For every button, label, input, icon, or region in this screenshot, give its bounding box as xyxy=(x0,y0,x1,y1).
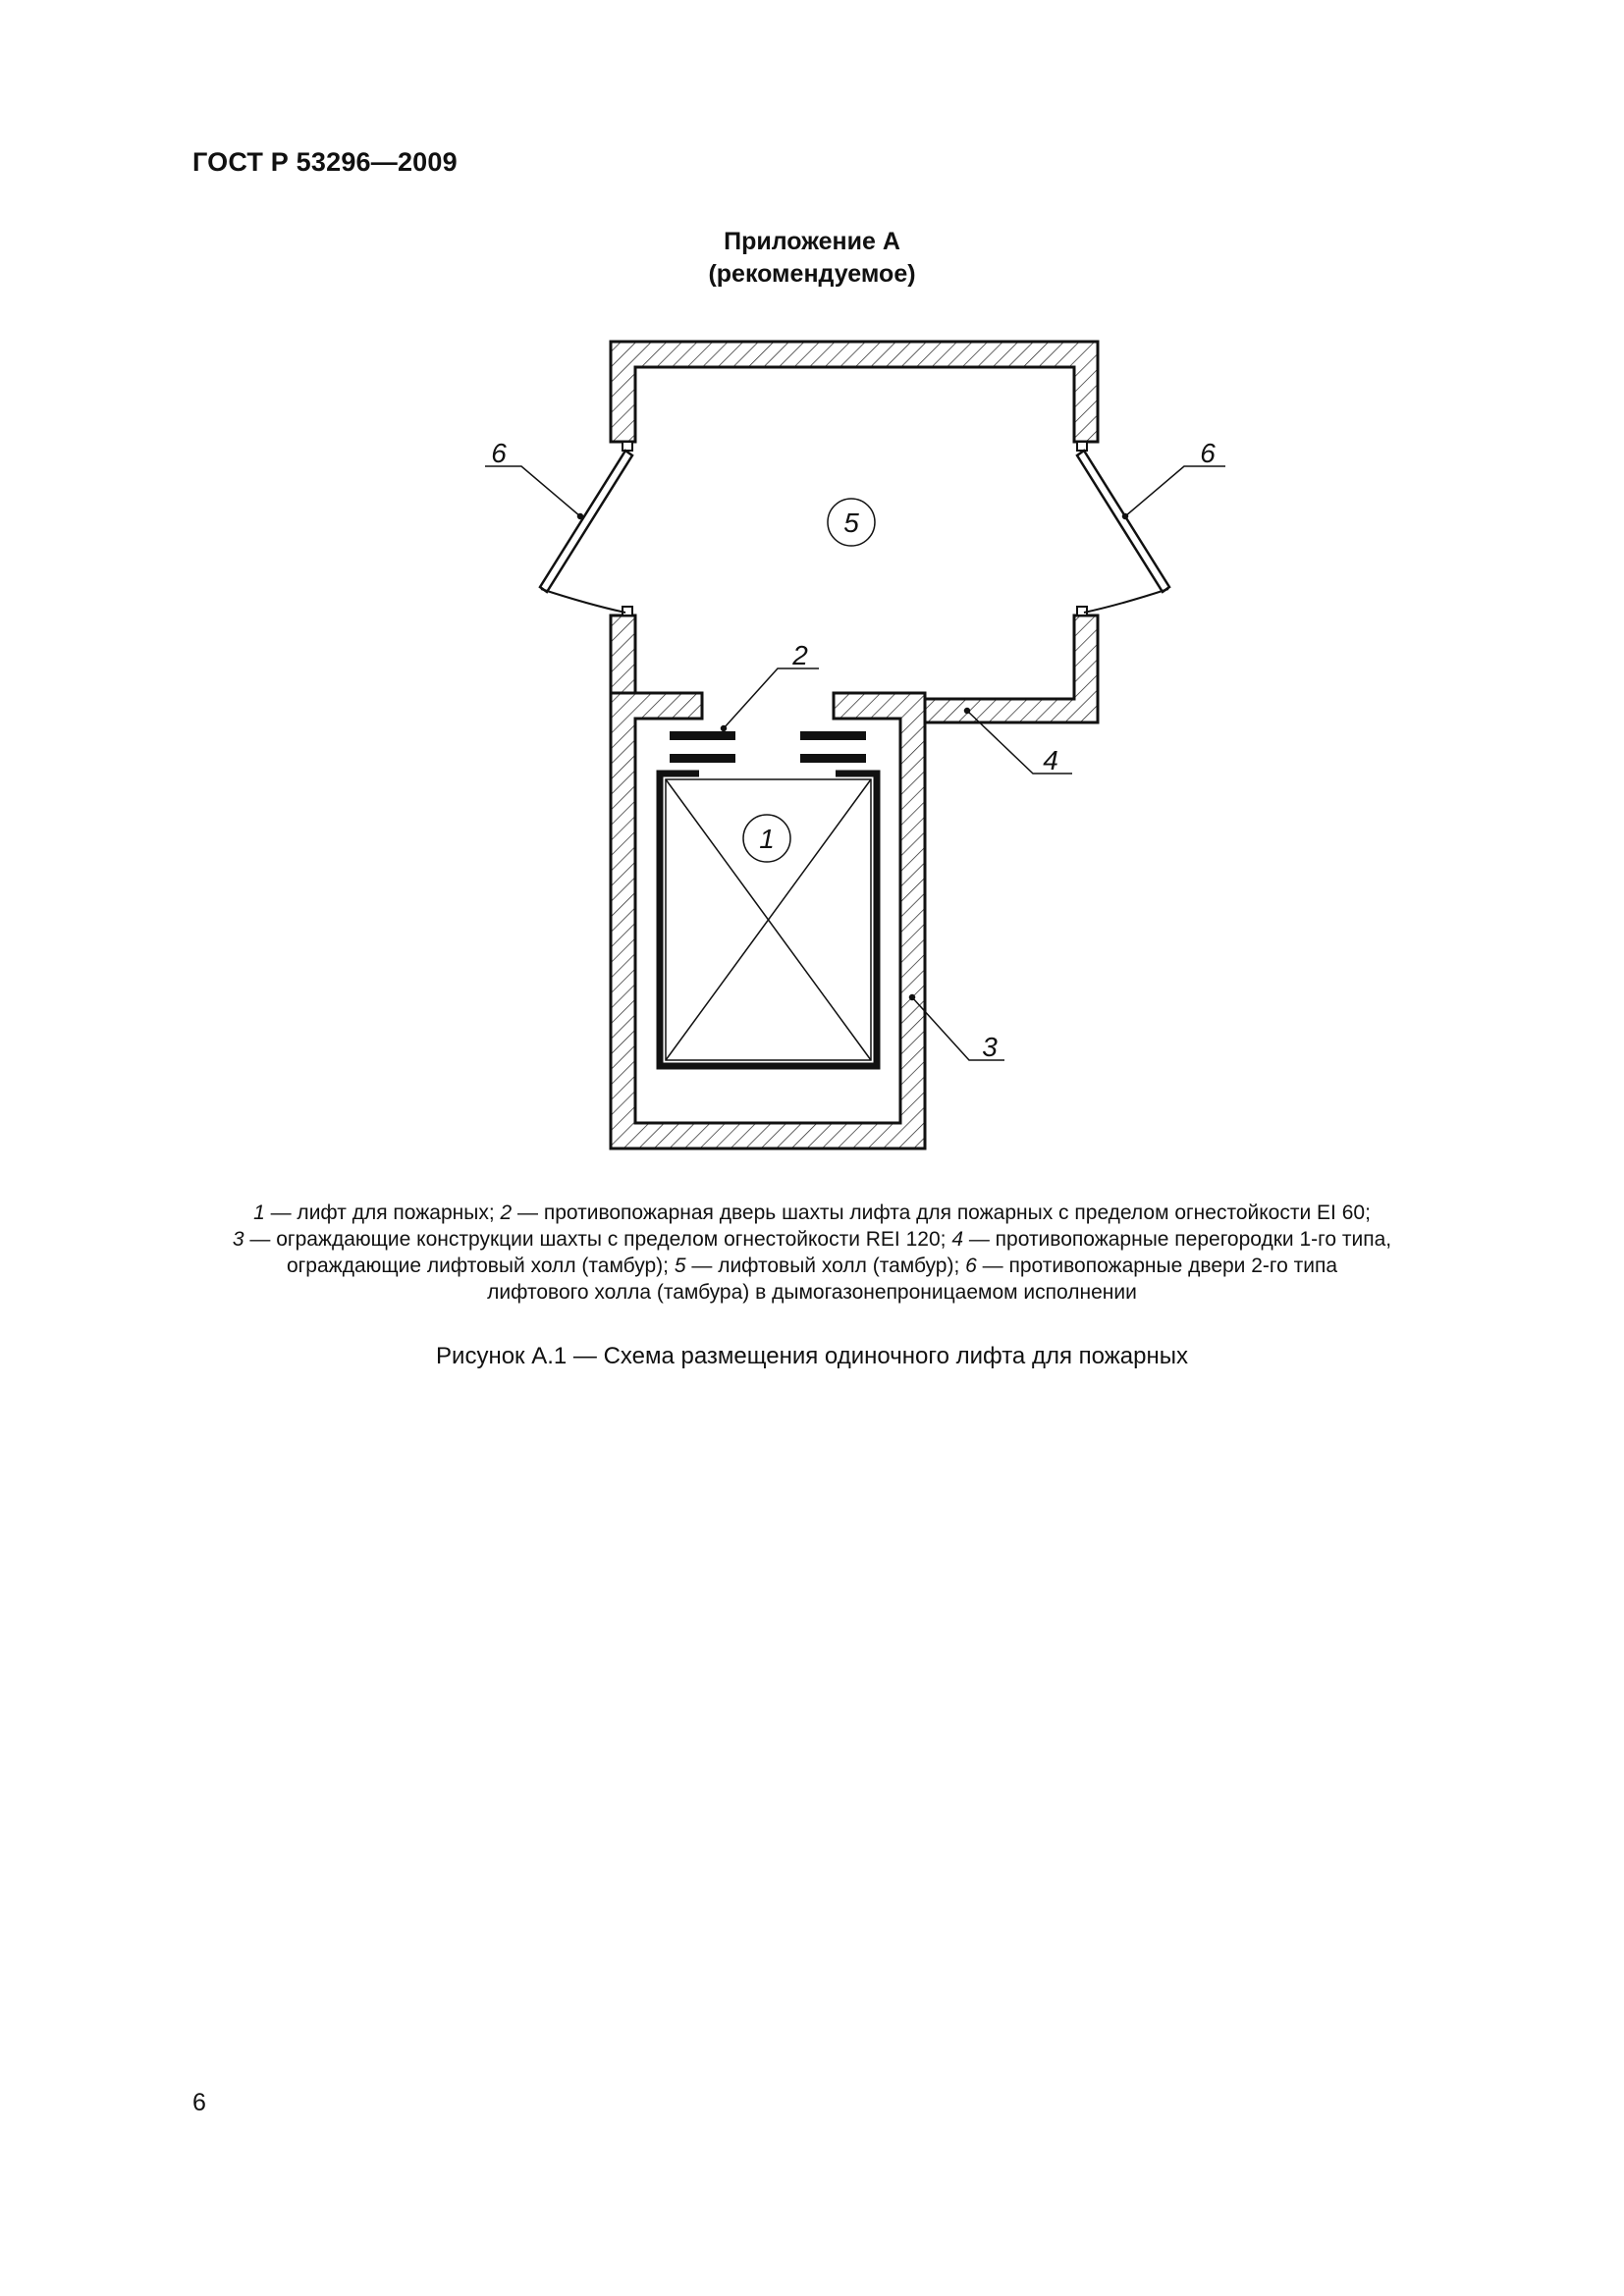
legend-number: 1 xyxy=(253,1201,265,1224)
label-5: 5 xyxy=(843,507,859,538)
legend-number: 4 xyxy=(951,1228,963,1251)
legend-text: — лифт для пожарных; xyxy=(264,1201,501,1224)
legend-text: — противопожарные перегородки 1-го типа, xyxy=(963,1228,1392,1251)
door-jamb-left-top xyxy=(623,442,632,451)
legend-line xyxy=(0,1200,1624,1226)
legend-number: 3 xyxy=(232,1228,244,1251)
legend-number: 5 xyxy=(674,1255,686,1277)
legend-number: 2 xyxy=(500,1201,513,1224)
legend-number: 6 xyxy=(965,1255,977,1277)
door-jamb-right-bottom xyxy=(1077,607,1087,615)
legend-line xyxy=(0,1226,1624,1253)
legend-text: лифтового холла (тамбура) в дымогазонепроницаемом исполнении xyxy=(487,1281,1137,1304)
label-1: 1 xyxy=(759,824,775,854)
label-6-right: 6 xyxy=(1200,438,1216,468)
leader-2 xyxy=(724,668,819,728)
label-6-left: 6 xyxy=(491,438,507,468)
page-number: 6 xyxy=(192,2089,206,2116)
door-jamb-right-top xyxy=(1077,442,1087,451)
label-2: 2 xyxy=(792,640,808,670)
leader-6-left xyxy=(485,466,580,516)
figure-caption: Рисунок А.1 — Схема размещения одиночного лифта для пожарных xyxy=(436,1343,1188,1369)
hall-wall-left-lower xyxy=(611,615,635,693)
legend-text: — противопожарная дверь шахты лифта для пожарных с пределом огнестойкости EI 60; xyxy=(512,1201,1371,1224)
document-standard-header: ГОСТ Р 53296—2009 xyxy=(192,147,458,177)
label-3: 3 xyxy=(982,1032,998,1062)
leader-lines xyxy=(485,466,1225,1060)
hall-wall-right-lower xyxy=(925,615,1098,722)
annex-title: Приложение А xyxy=(724,228,900,255)
legend-text: — противопожарные двери 2-го типа xyxy=(976,1255,1338,1277)
hall-wall-top xyxy=(611,342,1098,442)
legend-text: — лифтовый холл (тамбур); xyxy=(685,1255,966,1277)
annex-status: (рекомендуемое) xyxy=(708,260,916,288)
shaft-door xyxy=(670,731,866,763)
legend-line xyxy=(0,1253,1624,1279)
legend-line xyxy=(0,1279,1624,1306)
legend-text: — ограждающие конструкции шахты с пределом огнестойкости REI 120; xyxy=(244,1228,952,1251)
label-4: 4 xyxy=(1043,745,1058,775)
hall-door-right xyxy=(1077,451,1169,613)
legend-text: ограждающие лифтовый холл (тамбур); xyxy=(286,1255,675,1277)
door-jamb-left-bottom xyxy=(623,607,632,615)
hall-door-left xyxy=(540,451,632,613)
leader-6-right xyxy=(1125,466,1225,516)
figure-legend xyxy=(0,1200,1624,1306)
